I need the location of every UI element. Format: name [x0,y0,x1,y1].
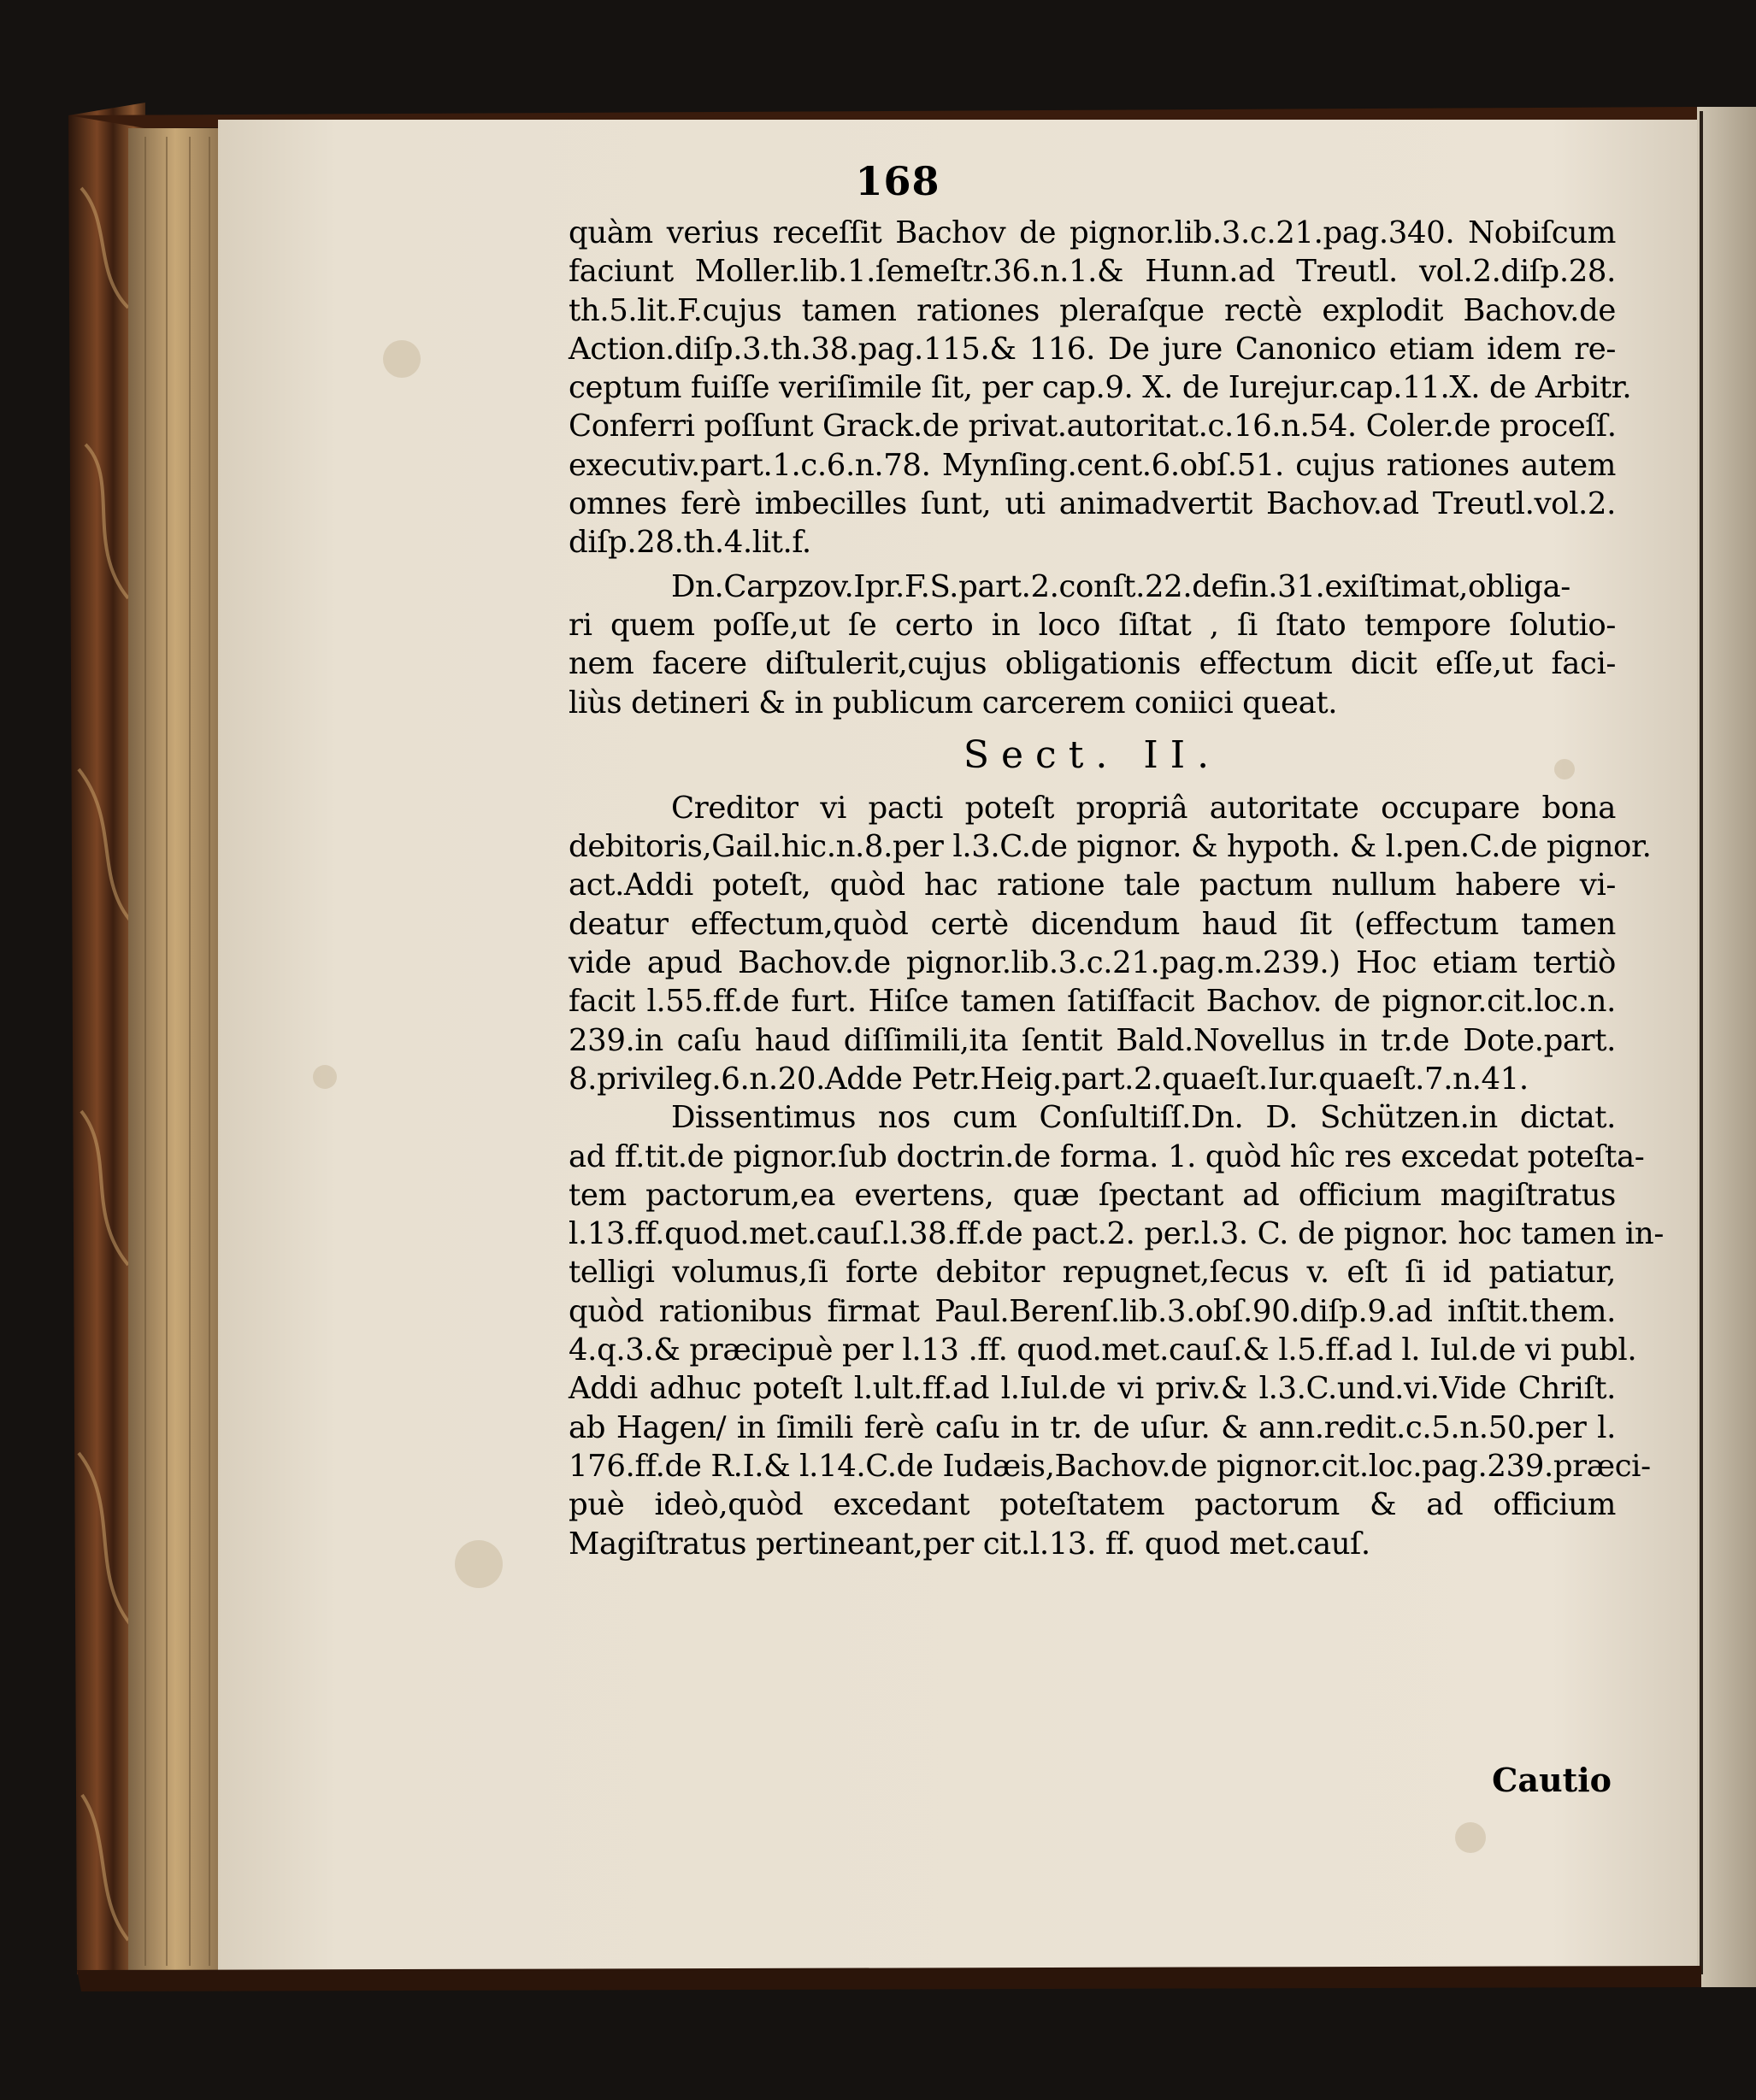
text-line: ri quem poſſe,ut ſe certo in loco ſiſtat , ſi ſtato tempore ſolutio- [569,607,1616,643]
text-line: debitoris,Gail.hic.n.8.per l.3.C.de pignor. & hypoth. & l.pen.C.de pignor. [569,829,1652,865]
text-line: Magiſtratus pertineant,per cit.l.13. ff. quod met.cauſ. [569,1526,1370,1562]
text-line: puè ideò,quòd excedant poteſtatem pactorum & ad officium [569,1487,1616,1523]
text-line: quòd rationibus firmat Paul.Berenſ.lib.3.obſ.90.diſp.9.ad inſtit.them. [569,1293,1616,1329]
text-line: Conferri poſſunt Grack.de privat.autoritat.c.16.n.54. Coler.de proceſſ. [569,409,1617,444]
text-line: facit l.55.ff.de furt. Hiſce tamen ſatiſfacit Bachov. de pignor.cit.loc.n. [569,984,1616,1020]
text-line: 4.q.3.& præcipuè per l.13 .ff. quod.met.cauſ.& l.5.ff.ad l. Iul.de vi publ. [569,1332,1637,1368]
text-line: Addi adhuc poteſt l.ult.ff.ad l.Iul.de vi priv.& l.3.C.und.vi.Vide Chriſt. [569,1371,1616,1407]
text-line: Dn.Carpzov.Ipr.F.S.part.2.conſt.22.defin.31.exiſtimat,obliga- [671,568,1570,604]
page-number: 168 [855,158,940,204]
text-line: executiv.part.1.c.6.n.78. Mynſing.cent.6.obſ.51. cujus rationes autem [569,447,1616,483]
text-line: th.5.lit.F.cujus tamen rationes pleraſque rectè explodit Bachov.de [569,292,1616,328]
page-text [569,214,1664,1563]
text-line: Dissentimus nos cum Conſultiſſ.Dn. D. Schützen.in dictat. [671,1100,1616,1136]
text-line: faciunt Moller.lib.1.ſemeſtr.36.n.1.& Hunn.ad Treutl. vol.2.diſp.28. [569,254,1616,290]
text-line: liùs detineri & in publicum carcerem coniici queat. [569,685,1338,721]
text-line: l.13.ff.quod.met.cauſ.l.38.ff.de pact.2. per.l.3. C. de pignor. hoc tamen in- [569,1216,1664,1252]
text-line: deatur effectum,quòd certè dicendum haud ſit (effectum tamen [569,906,1616,942]
text-line: diſp.28.th.4.lit.f. [569,525,811,561]
text-line: 239.in caſu haud diſſimili,ita ſentit Bald.Novellus in tr.de Dote.part. [569,1022,1616,1058]
text-line: tem pactorum,ea evertens, quæ ſpectant ad officium magiſtratus [569,1177,1616,1213]
text-line: nem facere diſtulerit,cujus obligationis effectum dicit eſſe,ut faci- [569,646,1616,682]
catchword: Cautio [1492,1761,1612,1799]
text-line: quàm verius receſſit Bachov de pignor.lib.3.c.21.pag.340. Nobiſcum [569,215,1616,250]
text-line: omnes ferè imbecilles ſunt, uti animadvertit Bachov.ad Treutl.vol.2. [569,486,1616,522]
text-line: vide apud Bachov.de pignor.lib.3.c.21.pag.m.239.) Hoc etiam tertiò [569,945,1616,981]
text-line: 176.ff.de R.I.& l.14.C.de Iudæis,Bachov.de pignor.cit.loc.pag.239.præci- [569,1448,1651,1484]
text-line: 8.privileg.6.n.20.Adde Petr.Heig.part.2.quaeſt.Iur.quaeſt.7.n.41. [569,1061,1529,1097]
text-line: telligi volumus,ſi forte debitor repugnet,ſecus v. eſt ſi id patiatur, [569,1255,1616,1291]
text-line: ceptum fuiſſe veriſimile ſit, per cap.9. X. de Iurejur.cap.11.X. de Arbitr. [569,370,1632,406]
gilt-edge [128,128,222,1970]
section-heading: Sect. II. [963,732,1222,777]
text-line: ab Hagen/ in ſimili ferè caſu in tr. de uſur. & ann.redit.c.5.n.50.per l. [569,1409,1616,1445]
text-line: Creditor vi pacti poteſt propriâ autoritate occupare bona [671,790,1616,826]
text-line: act.Addi poteſt, quòd hac ratione tale pactum nullum habere vi- [569,868,1616,903]
facing-page-edge [1697,107,1756,1987]
text-line: Action.diſp.3.th.38.pag.115.& 116. De jure Canonico etiam idem re- [569,331,1616,367]
text-line: ad ff.tit.de pignor.ſub doctrin.de forma. 1. quòd hîc res excedat poteſta- [569,1138,1645,1174]
